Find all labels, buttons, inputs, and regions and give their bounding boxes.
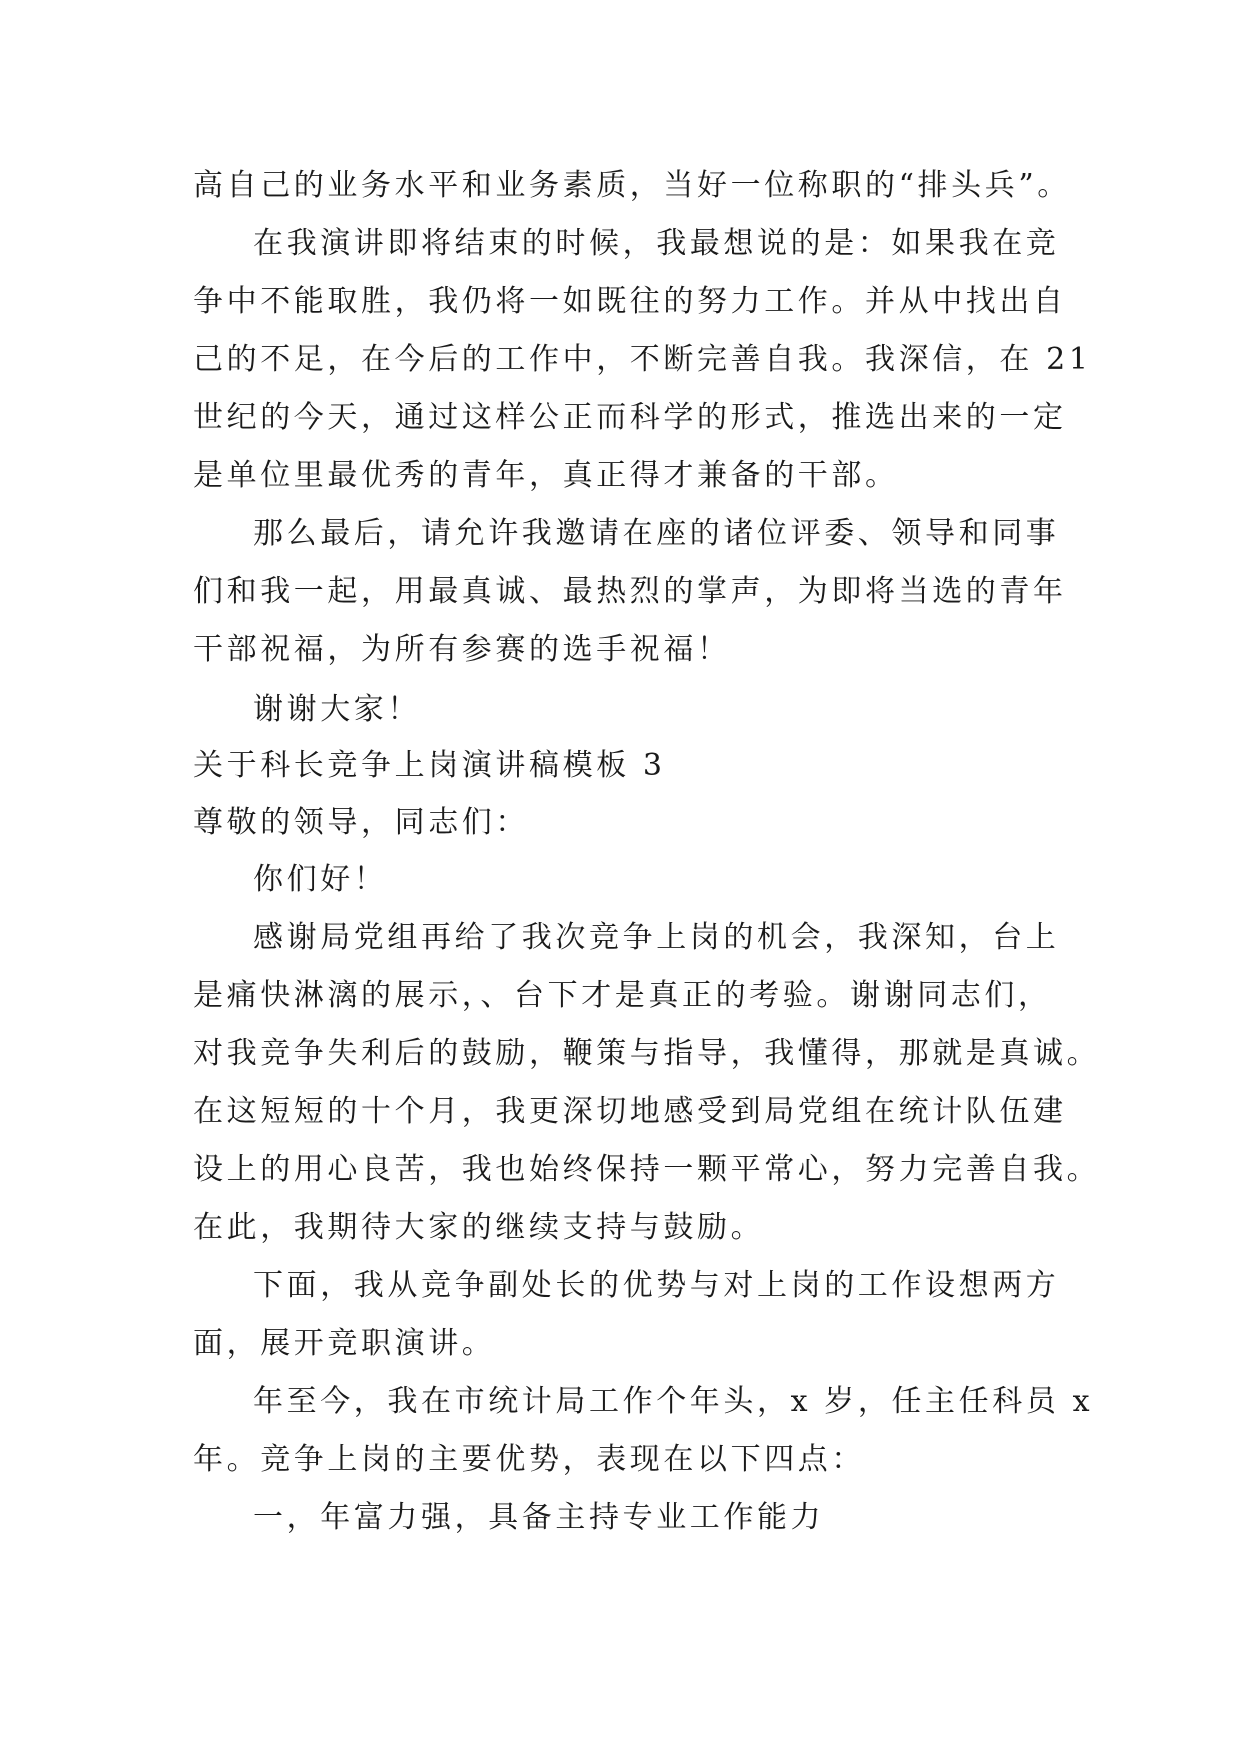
text-line: 是痛快淋漓的展示，、台下才是真正的考验。谢谢同志们， xyxy=(193,978,1052,1013)
salutation: 尊敬的领导，同志们： xyxy=(193,805,529,840)
text-line: 己的不足，在今后的工作中，不断完善自我。我深信，在 21 xyxy=(193,342,1092,377)
list-heading: 一，年富力强，具备主持专业工作能力 xyxy=(253,1500,825,1535)
text-line: 们和我一起，用最真诚、最热烈的掌声，为即将当选的青年 xyxy=(193,574,1067,609)
text-line: 对我竞争失利后的鼓励，鞭策与指导，我懂得，那就是真诚。 xyxy=(193,1036,1101,1071)
text-line: 是单位里最优秀的青年，真正得才兼备的干部。 xyxy=(193,458,899,493)
paragraph-first-line: 在我演讲即将结束的时候，我最想说的是：如果我在竞 xyxy=(253,226,1060,261)
closing-thanks: 谢谢大家！ xyxy=(253,692,421,727)
text-line: 面，展开竞职演讲。 xyxy=(193,1326,496,1361)
text-line: 年。竞争上岗的主要优势，表现在以下四点： xyxy=(193,1442,865,1477)
text-line: 世纪的今天，通过这样公正而科学的形式，推选出来的一定 xyxy=(193,400,1067,435)
text-line: 在此，我期待大家的继续支持与鼓励。 xyxy=(193,1210,765,1245)
text-line: 争中不能取胜，我仍将一如既往的努力工作。并从中找出自 xyxy=(193,284,1067,319)
paragraph-first-line: 感谢局党组再给了我次竞争上岗的机会，我深知，台上 xyxy=(253,920,1060,955)
greeting: 你们好！ xyxy=(253,862,388,897)
section-title: 关于科长竞争上岗演讲稿模板 3 xyxy=(193,748,666,783)
text-line: 设上的用心良苦，我也始终保持一颗平常心，努力完善自我。 xyxy=(193,1152,1101,1187)
paragraph-first-line: 那么最后，请允许我邀请在座的诸位评委、领导和同事 xyxy=(253,516,1060,551)
text-line: 干部祝福，为所有参赛的选手祝福！ xyxy=(193,632,731,667)
text-line: 在这短短的十个月，我更深切地感受到局党组在统计队伍建 xyxy=(193,1094,1067,1129)
paragraph-first-line: 年至今，我在市统计局工作个年头，x 岁，任主任科员 x xyxy=(253,1384,1094,1419)
text-line: 高自己的业务水平和业务素质，当好一位称职的“排头兵”。 xyxy=(193,168,1071,203)
paragraph-first-line: 下面，我从竞争副处长的优势与对上岗的工作设想两方 xyxy=(253,1268,1060,1303)
